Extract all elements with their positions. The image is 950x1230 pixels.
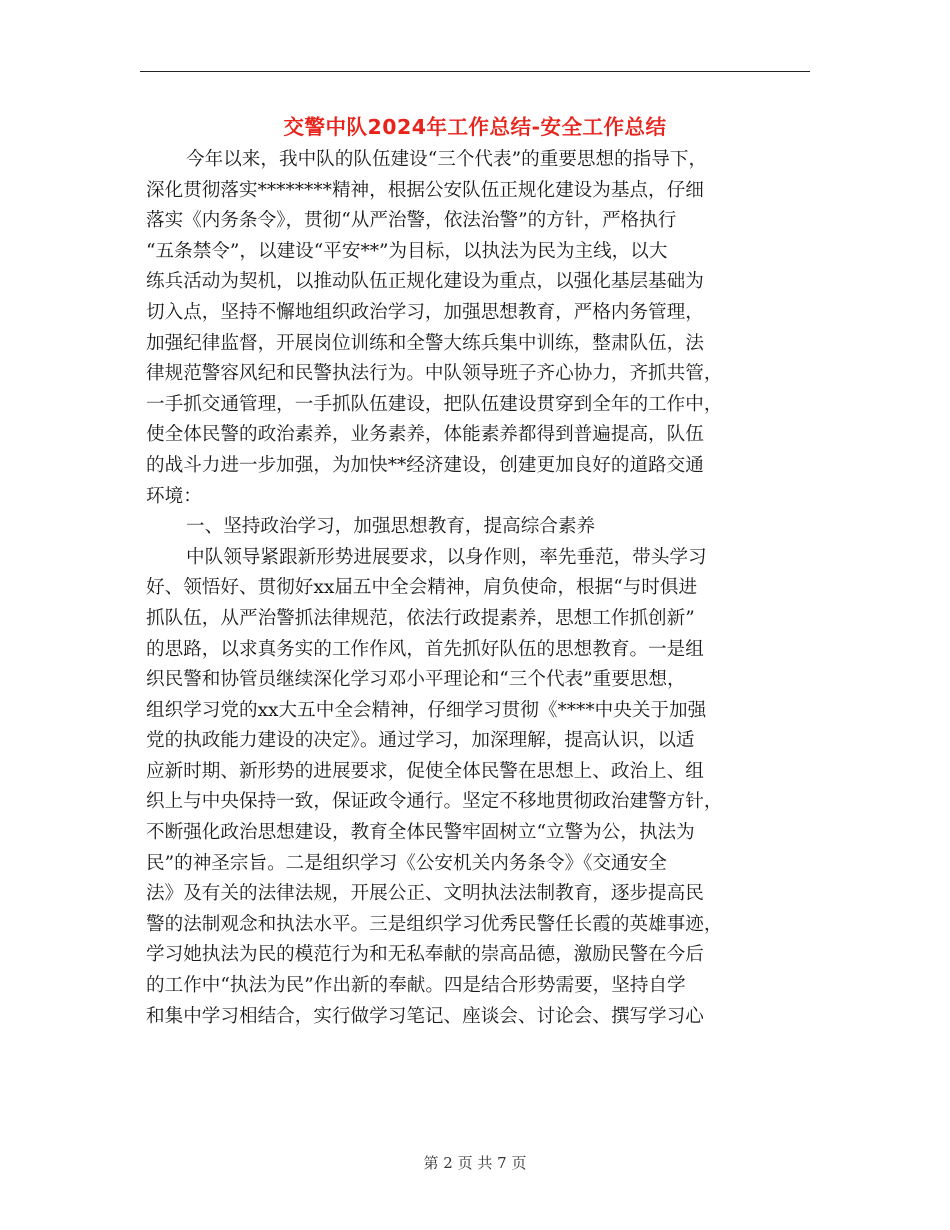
text-line: 民”的神圣宗旨。二是组织学习《公安机关内务条令》《交通安全 [146,852,667,874]
text-line: 加强纪律监督，开展岗位训练和全警大练兵集中训练，整肃队伍，法 [146,332,704,354]
text-line: 法》及有关的法律法规，开展公正、文明执法法制教育，逐步提高民 [146,883,704,905]
text-line: 中队领导紧跟新形势进展要求，以身作则，率先垂范，带头学习 [186,546,707,568]
document-title: 交警中队2024年工作总结-安全工作总结 [283,115,667,139]
text-line: 织上与中央保持一致，保证政令通行。坚定不移地贯彻政治建警方针， [146,791,723,813]
text-line: 落实《内务条令》，贯彻“从严治警，依法治警”的方针，严格执行 [146,210,677,232]
text-line: 组织学习党的xx大五中全会精神，仔细学习贯彻《****中央关于加强 [146,699,707,721]
text-line: 练兵活动为契机，以推动队伍正规化建设为重点，以强化基层基础为 [146,271,704,293]
text-line: 一手抓交通管理，一手抓队伍建设，把队伍建设贯穿到全年的工作中， [146,393,723,415]
text-line: “五条禁令”，以建设“平安**”为目标，以执法为民为主线，以大 [146,240,668,262]
text-line: 和集中学习相结合，实行做学习笔记、座谈会、讨论会、撰写学习心 [146,1005,704,1027]
header-rule [140,71,810,72]
text-line: 警的法制观念和执法水平。三是组织学习优秀民警任长霞的英雄事迹， [146,913,723,935]
text-line: 的工作中“执法为民”作出新的奉献。四是结合形势需要，坚持自学 [146,975,686,997]
text-line: 学习她执法为民的模范行为和无私奉献的崇高品德，激励民警在今后 [146,944,704,966]
text-line: 律规范警容风纪和民警执法行为。中队领导班子齐心协力，齐抓共管， [146,363,723,385]
document-body [146,145,810,1032]
text-line: 切入点，坚持不懈地组织政治学习，加强思想教育，严格内务管理， [146,301,704,323]
text-line: 织民警和协管员继续深化学习邓小平理论和“三个代表”重要思想， [146,669,686,691]
page-footer: 第 2 页 共 7 页 [423,1154,527,1172]
text-line: 的思路，以求真务实的工作作风，首先抓好队伍的思想教育。一是组 [146,638,704,660]
text-line: 深化贯彻落实********精神，根据公安队伍正规化建设为基点，仔细 [146,179,704,201]
text-line: 抓队伍，从严治警抓法律规范，依法行政提素养，思想工作抓创新” [146,607,695,629]
text-line: 环境： [146,485,202,507]
text-line: 的战斗力进一步加强，为加快**经济建设，创建更加良好的道路交通 [146,454,704,476]
text-line: 应新时期、新形势的进展要求，促使全体民警在思想上、政治上、组 [146,760,704,782]
text-line: 不断强化政治思想建设，教育全体民警牢固树立“立警为公，执法为 [146,822,695,844]
text-line: 使全体民警的政治素养，业务素养，体能素养都得到普遍提高，队伍 [146,424,704,446]
text-line: 一、坚持政治学习，加强思想教育，提高综合素养 [186,516,596,538]
text-line: 今年以来，我中队的队伍建设“三个代表”的重要思想的指导下， [186,149,708,170]
text-line: 党的执政能力建设的决定》。通过学习，加深理解，提高认识，以适 [146,730,695,752]
text-line: 好、领悟好、贯彻好xx届五中全会精神，肩负使命，根据“与时俱进 [146,577,698,599]
